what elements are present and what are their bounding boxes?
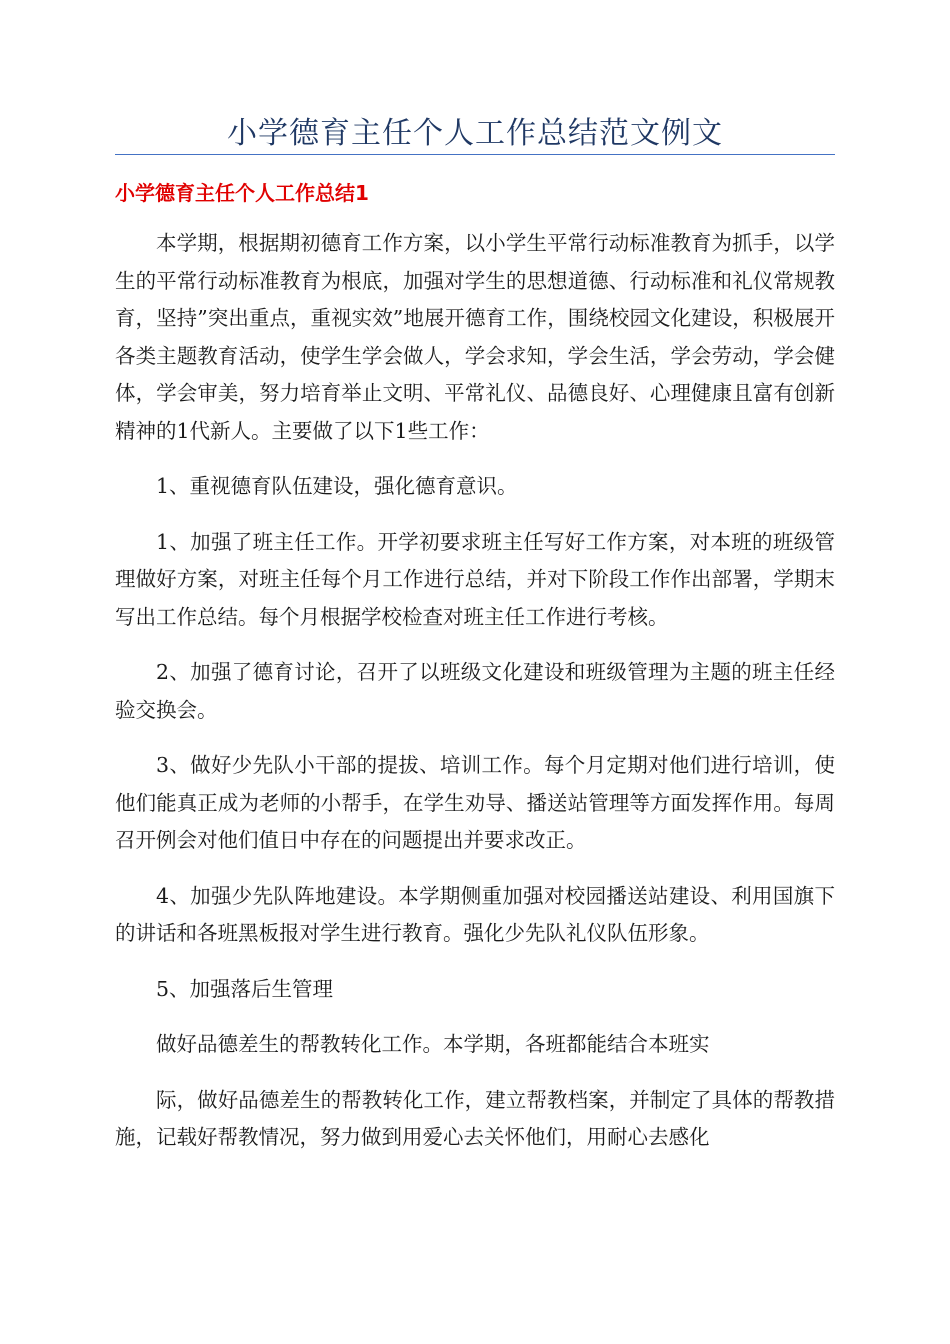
document-body xyxy=(115,225,835,1175)
paragraph: 际，做好品德差生的帮教转化工作，建立帮教档案，并制定了具体的帮教措施，记载好帮教情况，努力做到用爱心去关怀他们，用耐心去感化 xyxy=(115,1087,835,1149)
paragraph: 1、重视德育队伍建设，强化德育意识。 xyxy=(156,474,518,498)
document-title: 小学德育主任个人工作总结范文例文 xyxy=(227,116,723,151)
paragraph: 本学期，根据期初德育工作方案，以小学生平常行动标准教育为抓手，以学生的平常行动标准教育为根底，加强对学生的思想道德、行动标准和礼仪常规教育，坚持”突出重点，重视实效”地展开德育工作，围绕校园文化建设，积极展开各类主题教育活动，使学生学会做人，学会求知，学会生活，学会劳动，学会健体，学会审美，努力培育举止文明、平常礼仪、品德良好、心理健康且富有创新精神的1代新人。主要做了以下1些工作： xyxy=(115,231,835,443)
title-underline xyxy=(115,154,835,155)
paragraph: 做好品德差生的帮教转化工作。本学期，各班都能结合本班实 xyxy=(156,1032,710,1056)
paragraph: 3、做好少先队小干部的提拔、培训工作。每个月定期对他们进行培训，使他们能真正成为老师的小帮手，在学生劝导、播送站管理等方面发挥作用。每周召开例会对他们值日中存在的问题提出并要求改正。 xyxy=(115,753,835,852)
paragraph: 4、加强少先队阵地建设。本学期侧重加强对校园播送站建设、利用国旗下的讲话和各班黑板报对学生进行教育。强化少先队礼仪队伍形象。 xyxy=(115,883,835,945)
paragraph: 5、加强落后生管理 xyxy=(156,976,334,1001)
section-heading: 小学德育主任个人工作总结1 xyxy=(115,181,369,205)
paragraph: 1、加强了班主任工作。开学初要求班主任写好工作方案，对本班的班级管理做好方案，对班主任每个月工作进行总结，并对下阶段工作作出部署，学期末写出工作总结。每个月根据学校检查对班主任工作进行考核。 xyxy=(115,529,835,629)
paragraph: 2、加强了德育讨论，召开了以班级文化建设和班级管理为主题的班主任经验交换会。 xyxy=(115,660,835,722)
